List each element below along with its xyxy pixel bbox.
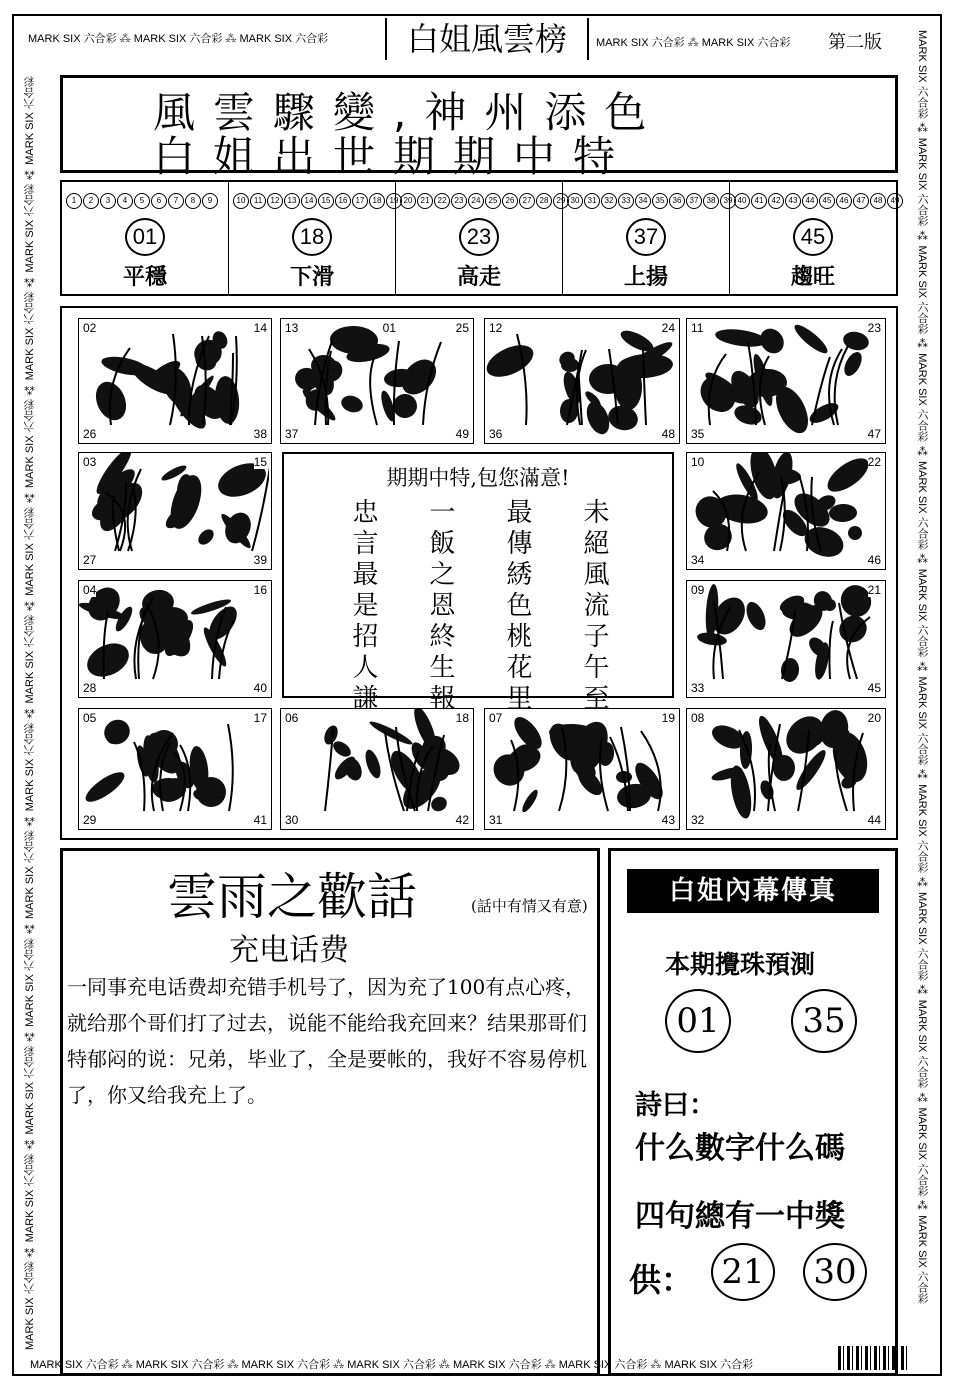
number-ball: 33 (618, 193, 634, 209)
story-subtitle: (話中有情又有意) (471, 897, 588, 915)
picture-number-br: 49 (455, 427, 469, 441)
picture-number-tl: 13 (285, 321, 299, 335)
number-ball: 46 (836, 193, 852, 209)
poem-column: 忠言最是招人謙 (348, 498, 378, 715)
picture-number-tl: 02 (83, 321, 97, 335)
picture-number-bl: 32 (691, 813, 705, 827)
picture-number-bl: 28 (83, 681, 97, 695)
number-ball: 5 (134, 193, 150, 209)
number-ball: 19 (386, 193, 402, 209)
poem-column: 最傳綉色桃花里 (502, 498, 532, 715)
picture-number-bl: 26 (83, 427, 97, 441)
center-poem-heading: 期期中特,包您滿意! (386, 466, 570, 490)
picture-number-br: 48 (661, 427, 675, 441)
ink-illustration (485, 709, 677, 827)
picture-number-br: 39 (253, 553, 267, 567)
picture-panel (280, 318, 474, 444)
ink-illustration (79, 319, 269, 441)
number-groups (62, 182, 900, 294)
number-ball: 41 (751, 193, 767, 209)
number-ball: 44 (802, 193, 818, 209)
number-ball: 37 (686, 193, 702, 209)
number-ball: 9 (202, 193, 218, 209)
banner-line-2: 白姐出世期期中特 (153, 132, 634, 181)
number-ball: 15 (318, 193, 334, 209)
number-ball: 42 (768, 193, 784, 209)
number-group (229, 182, 399, 294)
picture-number-tr: 18 (455, 711, 469, 725)
number-group (730, 182, 900, 294)
number-ball: 6 (151, 193, 167, 209)
picture-panel (78, 452, 272, 570)
number-ball: 21 (417, 193, 433, 209)
picture-number-br: 40 (253, 681, 267, 695)
center-poem-columns (284, 498, 672, 715)
number-ball: 45 (819, 193, 835, 209)
number-ball-row (734, 188, 904, 209)
ink-illustration (79, 581, 269, 695)
number-ball: 48 (870, 193, 886, 209)
number-ball: 49 (887, 193, 903, 209)
number-ball: 4 (117, 193, 133, 209)
picture-number-tr: 17 (253, 711, 267, 725)
inside-banner: 白姐內幕傳真 (627, 869, 879, 913)
prediction-label: 本期攪珠預測 (665, 950, 816, 979)
pick-label: 下滑 (289, 265, 334, 290)
number-ball-row (567, 188, 737, 209)
picture-number-bl: 30 (285, 813, 299, 827)
story-title: 雲雨之歡話 (167, 868, 417, 926)
top-border-strip-right: MARK SIX 六合彩 ⁂ MARK SIX 六合彩 (596, 37, 791, 49)
number-ball: 31 (584, 193, 600, 209)
picture-number-bl: 36 (489, 427, 503, 441)
picture-number-tr: 22 (867, 455, 881, 469)
picture-number-br: 41 (253, 813, 267, 827)
picture-number-br: 46 (867, 553, 881, 567)
left-border-strip: MARK SIX 六合彩 ⁂ MARK SIX 六合彩 ⁂ MARK SIX 六合彩 ⁂ MARK SIX 六合彩 ⁂ MARK SIX 六合彩 ⁂ MARK SIX 六合彩 ⁂ MARK SIX 六合彩 ⁂ MARK SIX 六合彩 ⁂ MARK SIX 六合彩 ⁂ MARK SIX 六合彩 ⁂ MARK SIX 六合彩 ⁂ MARK SIX 六合彩 (24, 76, 36, 1350)
picture-number-tl: 09 (691, 583, 705, 597)
picture-number-tl: 10 (691, 455, 705, 469)
banner-line-1: 風雲驟變,神州添色 (153, 88, 665, 137)
ink-illustration (687, 453, 883, 567)
number-ball: 10 (233, 193, 249, 209)
poem-line-1: 什么數字什么碼 (635, 1131, 845, 1166)
picture-number-tl: 07 (489, 711, 503, 725)
picture-number-br: 45 (867, 681, 881, 695)
picture-number-br: 42 (455, 813, 469, 827)
picture-panel (78, 708, 272, 830)
picture-number-tr: 14 (253, 321, 267, 335)
number-ball-row (66, 188, 219, 209)
number-ball: 14 (301, 193, 317, 209)
number-ball: 1 (66, 193, 82, 209)
picture-number-br: 47 (867, 427, 881, 441)
right-border-strip: MARK SIX 六合彩 ⁂ MARK SIX 六合彩 ⁂ MARK SIX 六合彩 ⁂ MARK SIX 六合彩 ⁂ MARK SIX 六合彩 ⁂ MARK SIX 六合彩 ⁂ MARK SIX 六合彩 ⁂ MARK SIX 六合彩 ⁂ MARK SIX 六合彩 ⁂ MARK SIX 六合彩 ⁂ MARK SIX 六合彩 ⁂ MARK SIX 六合彩 (916, 30, 928, 1304)
poem-label: 詩曰： (635, 1090, 716, 1121)
number-group (62, 182, 229, 294)
picture-panel (686, 708, 886, 830)
picture-number-tr: 21 (867, 583, 881, 597)
inside-box (608, 848, 898, 1376)
number-ball: 29 (553, 193, 569, 209)
pick-number: 18 (292, 218, 332, 256)
number-ball: 24 (468, 193, 484, 209)
picture-number-bl: 27 (83, 553, 97, 567)
story-body: 一同事充电话费却充错手机号了，因为充了100有点心疼，就给那个哥们打了过去，说能不能给我充回来？结果那哥们特郁闷的说：兄弟，毕业了，全是要帐的，我好不容易停机了，你又给我充上了。 (67, 975, 587, 1107)
picture-number-bl: 35 (691, 427, 705, 441)
number-ball: 40 (734, 193, 750, 209)
number-ball: 7 (168, 193, 184, 209)
number-strip-box (60, 180, 898, 296)
picture-number-br: 38 (253, 427, 267, 441)
picture-number-tl: 04 (83, 583, 97, 597)
picture-panel (686, 318, 886, 444)
picture-panel (686, 580, 886, 698)
number-ball: 47 (853, 193, 869, 209)
picture-number-tr: 16 (253, 583, 267, 597)
number-ball: 32 (601, 193, 617, 209)
bottom-border-strip: MARK SIX 六合彩 ⁂ MARK SIX 六合彩 ⁂ MARK SIX 六合彩 ⁂ MARK SIX 六合彩 ⁂ MARK SIX 六合彩 ⁂ MARK SIX 六合彩 ⁂ MARK SIX 六合彩 (30, 1359, 754, 1371)
number-ball: 43 (785, 193, 801, 209)
ink-illustration (687, 709, 883, 827)
picture-number-bl: 33 (691, 681, 705, 695)
picture-number-tl: 06 (285, 711, 299, 725)
number-ball-row (233, 188, 403, 209)
pick-number: 45 (793, 218, 833, 256)
number-ball: 2 (83, 193, 99, 209)
story-headline: 充电话费 (229, 933, 349, 968)
number-ball-row (400, 188, 570, 209)
picture-number-tl: 08 (691, 711, 705, 725)
picture-number-tr: 15 (253, 455, 267, 469)
number-ball: 30 (567, 193, 583, 209)
pick-label: 高走 (456, 265, 501, 290)
supply-number-1: 21 (711, 1243, 775, 1301)
picture-number-tl: 11 (691, 321, 704, 335)
picture-number-tr: 24 (661, 321, 675, 335)
number-ball: 17 (352, 193, 368, 209)
pick-label: 上揚 (623, 265, 668, 290)
picture-panel (78, 318, 272, 444)
number-ball: 16 (335, 193, 351, 209)
number-ball: 26 (502, 193, 518, 209)
number-ball: 23 (451, 193, 467, 209)
number-ball: 25 (485, 193, 501, 209)
number-ball: 3 (100, 193, 116, 209)
number-ball: 22 (434, 193, 450, 209)
number-ball: 27 (519, 193, 535, 209)
edition-label: 第二版 (828, 32, 882, 53)
number-group (396, 182, 566, 294)
ink-illustration (79, 453, 269, 567)
number-ball: 28 (536, 193, 552, 209)
picture-number-bl: 37 (285, 427, 299, 441)
prediction-number-2: 35 (791, 989, 857, 1053)
story-box (60, 848, 600, 1376)
picture-panel (686, 452, 886, 570)
number-ball: 38 (703, 193, 719, 209)
number-ball: 20 (400, 193, 416, 209)
poem-column: 未絕風流子午至 (579, 498, 609, 715)
picture-panel (78, 580, 272, 698)
pick-number: 01 (125, 218, 165, 256)
picture-number-bl: 29 (83, 813, 97, 827)
poem-line-2: 四句總有一中獎 (635, 1199, 845, 1234)
picture-number-br: 44 (867, 813, 881, 827)
picture-number-tl: 03 (83, 455, 97, 469)
picture-number-tl: 05 (83, 711, 97, 725)
picture-number-br: 43 (661, 813, 675, 827)
pick-label: 平穩 (122, 265, 167, 290)
ink-illustration (687, 319, 883, 441)
picture-number-tr: 01 (382, 321, 396, 335)
prediction-number-1: 01 (665, 989, 731, 1053)
picture-number-tr: 20 (867, 711, 881, 725)
number-ball: 36 (669, 193, 685, 209)
ink-illustration (485, 319, 677, 441)
picture-number-tr: 19 (661, 711, 675, 725)
picture-number-bl: 34 (691, 553, 705, 567)
ink-illustration (687, 581, 883, 695)
picture-panel (484, 708, 680, 830)
number-ball: 12 (267, 193, 283, 209)
picture-panel (484, 318, 680, 444)
pick-label: 趨旺 (790, 265, 835, 290)
picture-number-tl: 12 (489, 321, 503, 335)
ink-illustration (79, 709, 269, 827)
number-ball: 35 (652, 193, 668, 209)
banner-box (60, 75, 898, 181)
ink-illustration (281, 319, 471, 441)
supply-number-2: 30 (803, 1243, 867, 1301)
number-ball: 39 (720, 193, 736, 209)
top-border-strip-left: MARK SIX 六合彩 ⁂ MARK SIX 六合彩 ⁂ MARK SIX 六合彩 (28, 33, 329, 45)
center-poem-box (282, 452, 674, 715)
picture-number-bl: 31 (489, 813, 503, 827)
pick-number: 37 (626, 218, 666, 256)
supply-label: 供： (629, 1261, 694, 1299)
page-title: 白姐風雲榜 (385, 18, 589, 60)
number-group (563, 182, 733, 294)
picture-number-extra: 25 (455, 321, 469, 335)
number-ball: 13 (284, 193, 300, 209)
ink-illustration (281, 709, 471, 827)
number-ball: 8 (185, 193, 201, 209)
number-ball: 34 (635, 193, 651, 209)
number-ball: 11 (250, 193, 266, 209)
number-ball: 18 (369, 193, 385, 209)
poem-column: 一飯之恩終生報 (425, 498, 455, 715)
picture-panel (280, 708, 474, 830)
picture-number-tr: 23 (867, 321, 881, 335)
pick-number: 23 (459, 218, 499, 256)
